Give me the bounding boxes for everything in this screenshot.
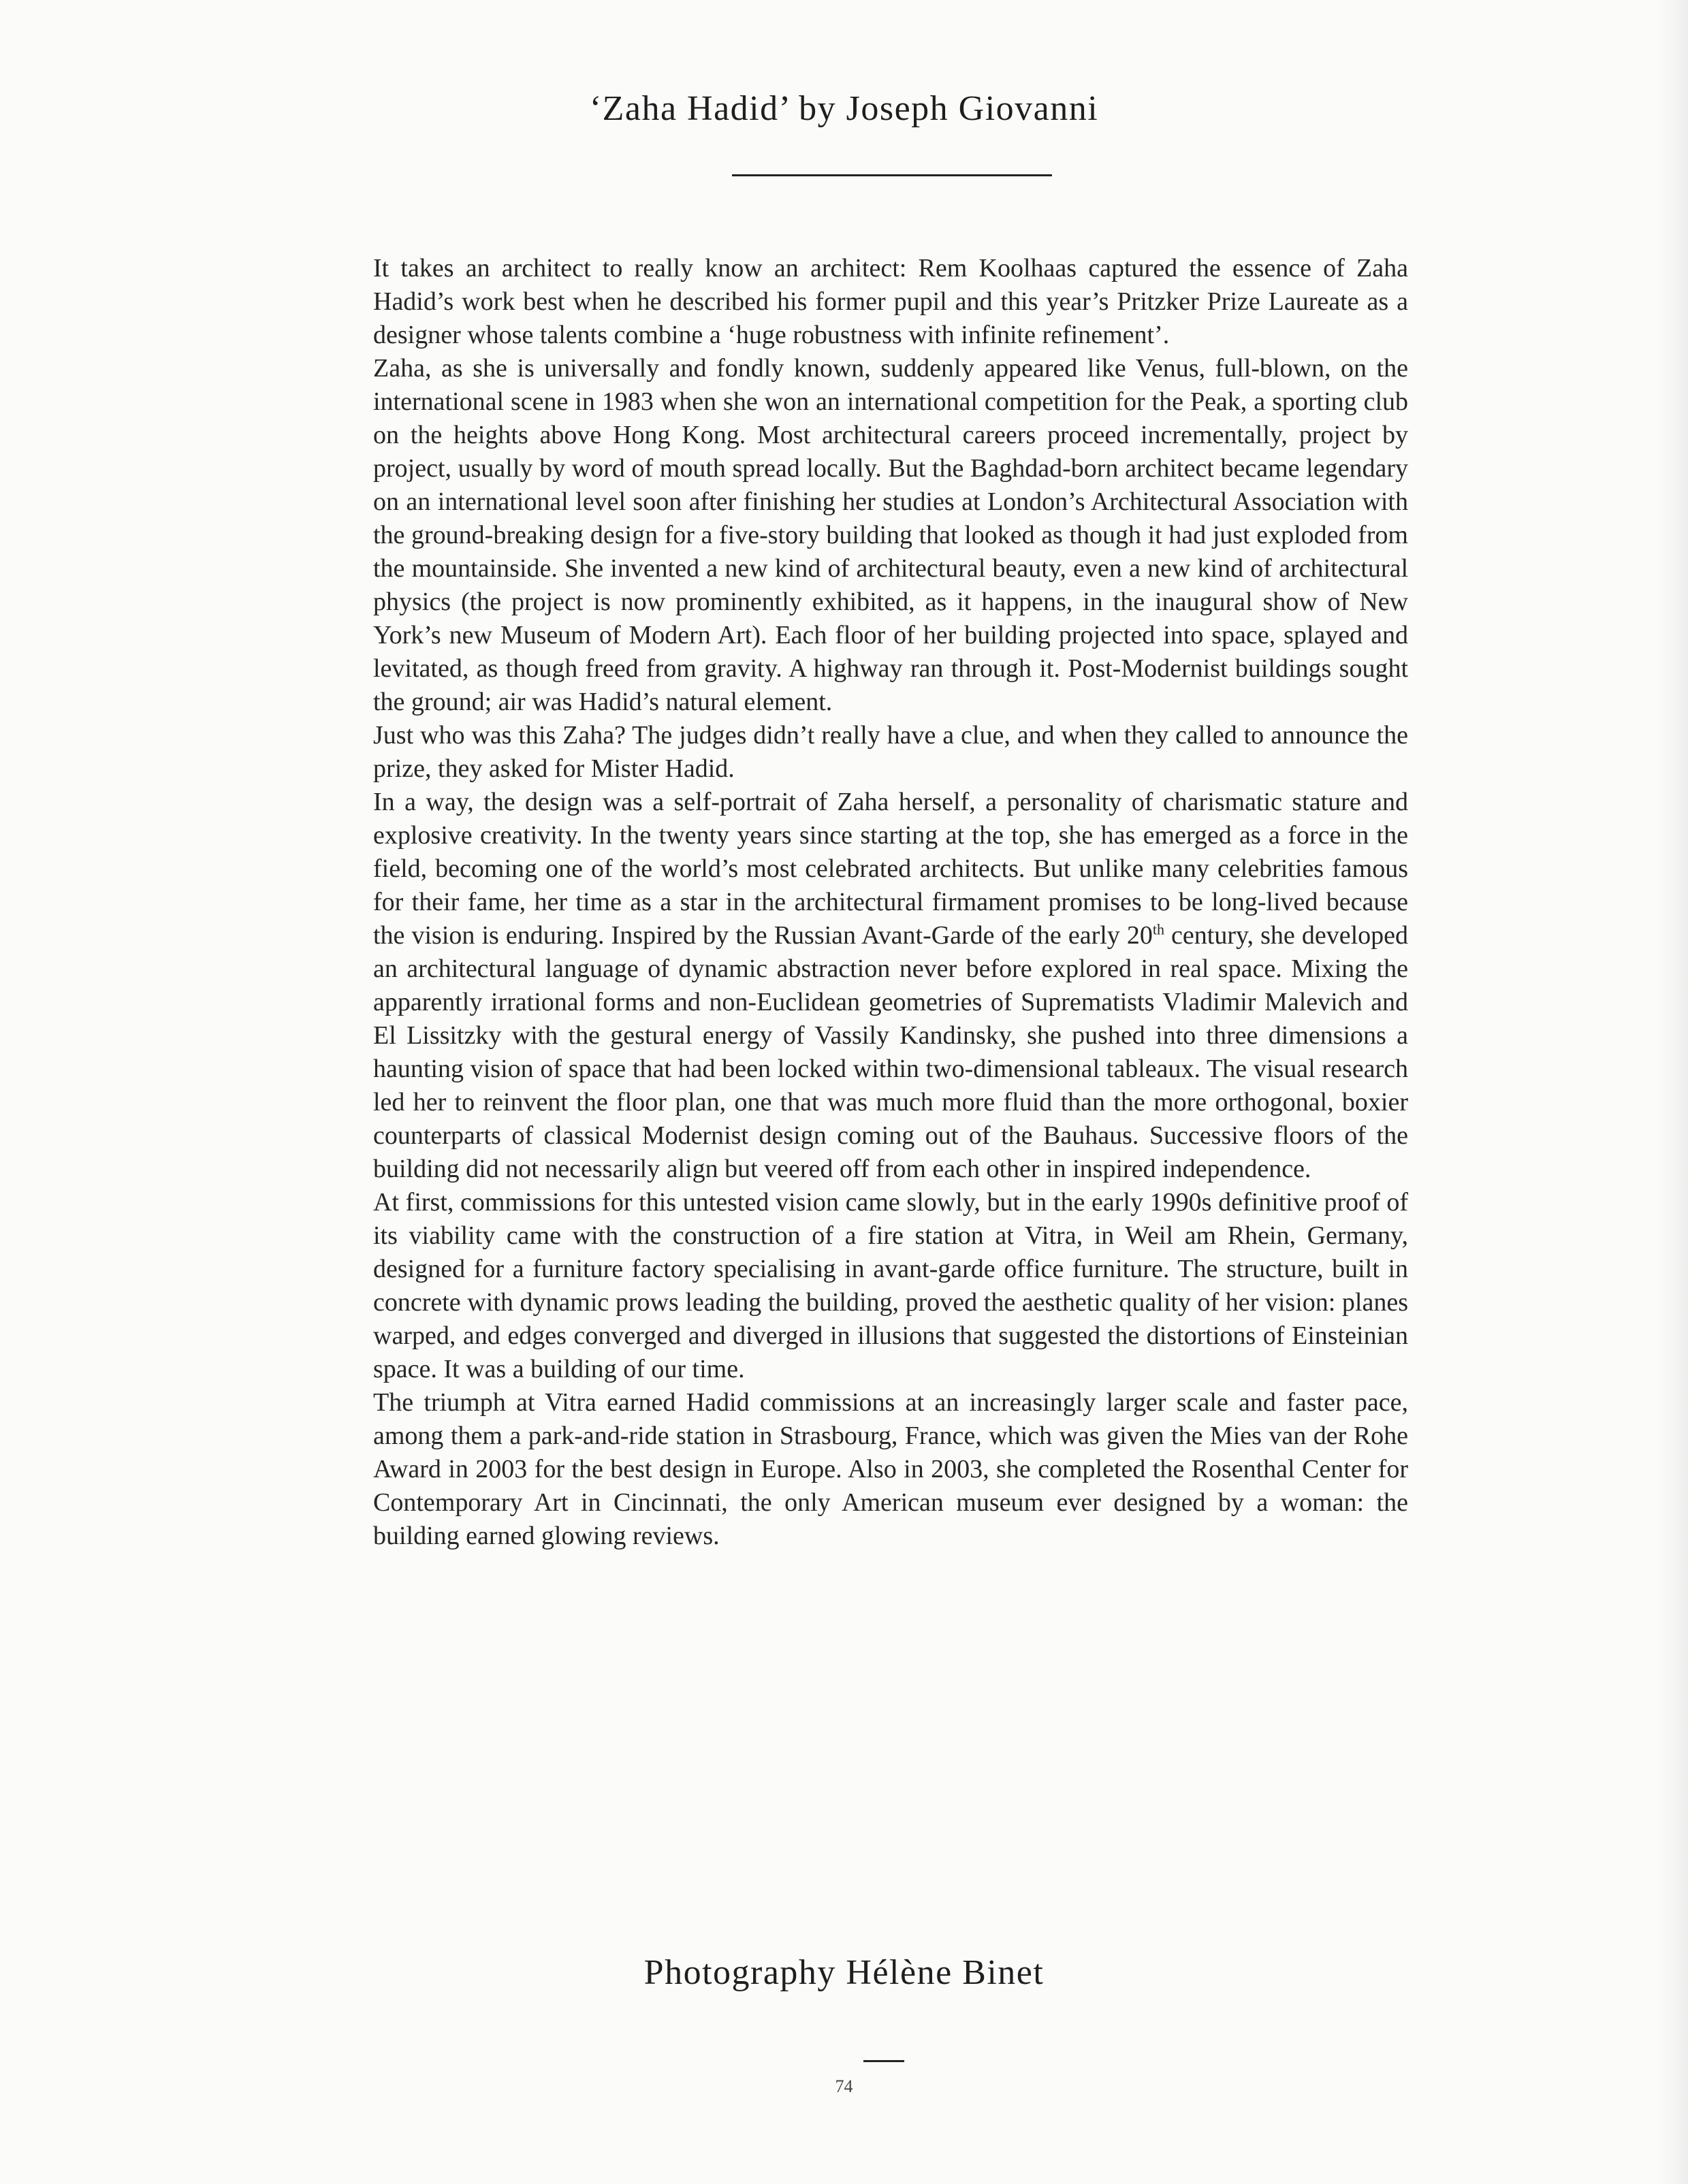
ordinal-suffix: th bbox=[1152, 920, 1164, 938]
paragraph-venus: Zaha, as she is universally and fondly known, suddenly appeared like Venus, full-blown, on the international scene in 1983 when she won an international competition for the Peak, a sporting club on the heights above Hong Kong. Most architectural careers proceed incrementally, project by project, usually by word of mouth spread locally. But the Baghdad-born architect became legendary on an international level soon after finishing her studies at London’s Architectural Association with the ground-breaking design for a five-story building that looked as though it had just exploded from the mountainside. She invented a new kind of architectural beauty, even a new kind of architectural physics (the project is now prominently exhibited, as it happens, in the inaugural show of New York’s new Museum of Modern Art). Each floor of her building projected into space, splayed and levitated, as though freed from gravity. A highway ran through it. Post-Modernist buildings sought the ground; air was Hadid’s natural element. bbox=[373, 354, 1408, 716]
photo-credit: Photography Hélène Binet bbox=[643, 1953, 1045, 1992]
article-title: ‘Zaha Hadid’ by Joseph Giovanni bbox=[589, 89, 1099, 128]
title-divider bbox=[732, 174, 1052, 176]
page-number-divider bbox=[863, 2060, 904, 2062]
page-edge-shadow bbox=[1655, 0, 1688, 2184]
paragraph-judges: Just who was this Zaha? The judges didn’t really have a clue, and when they called to announce the prize, they asked for Mister Hadid. bbox=[373, 721, 1408, 783]
paragraph-self-portrait-part2: century, she developed an architectural language of dynamic abstraction never before explored in real space. Mixing the apparently irrational forms and non-Euclidean geometries of Suprematists Vladimir Malevich and El Lissitzky with the gestural energy of Vassily Kandinsky, she pushed into three dimensions a haunting vision of space that had been locked within two-dimensional tableaux. The visual research led her to reinvent the floor plan, one that was much more fluid than the more orthogonal, boxier counterparts of classical Modernist design coming out of the Bauhaus. Successive floors of the building did not necessarily align but veered off from each other in inspired independence. bbox=[373, 921, 1408, 1183]
article-body bbox=[373, 252, 1408, 1553]
paragraph-self-portrait bbox=[373, 786, 1408, 1186]
paragraph-intro: It takes an architect to really know an architect: Rem Koolhaas captured the essence of Zaha Hadid’s work best when he described his former pupil and this year’s Pritzker Prize Laureate as a designer whose talents combine a ‘huge robustness with infinite refinement’. bbox=[373, 254, 1408, 349]
paragraph-triumph: The triumph at Vitra earned Hadid commissions at an increasingly larger scale and faster pace, among them a park-and-ride station in Strasbourg, France, which was given the Mies van der Rohe Award in 2003 for the best design in Europe. Also in 2003, she completed the Rosenthal Center for Contemporary Art in Cincinnati, the only American museum ever designed by a woman: the building earned glowing reviews. bbox=[373, 1388, 1408, 1550]
page-number: 74 bbox=[835, 2076, 853, 2096]
paragraph-self-portrait-part1: In a way, the design was a self-portrait of Zaha herself, a personality of charismatic stature and explosive creativity. In the twenty years since starting at the top, she has emerged as a force in the field, becoming one of the world’s most celebrated architects. But unlike many celebrities famous for their fame, her time as a star in the architectural firmament promises to be long-lived because the vision is enduring. Inspired by the Russian Avant-Garde of the early 20 bbox=[373, 788, 1408, 950]
paragraph-vitra: At first, commissions for this untested vision came slowly, but in the early 1990s definitive proof of its viability came with the construction of a fire station at Vitra, in Weil am Rhein, Germany, designed for a furniture factory specialising in avant-garde office furniture. The structure, built in concrete with dynamic prows leading the building, proved the aesthetic quality of her vision: planes warped, and edges converged and diverged in illusions that suggested the distortions of Einsteinian space. It was a building of our time. bbox=[373, 1188, 1408, 1383]
